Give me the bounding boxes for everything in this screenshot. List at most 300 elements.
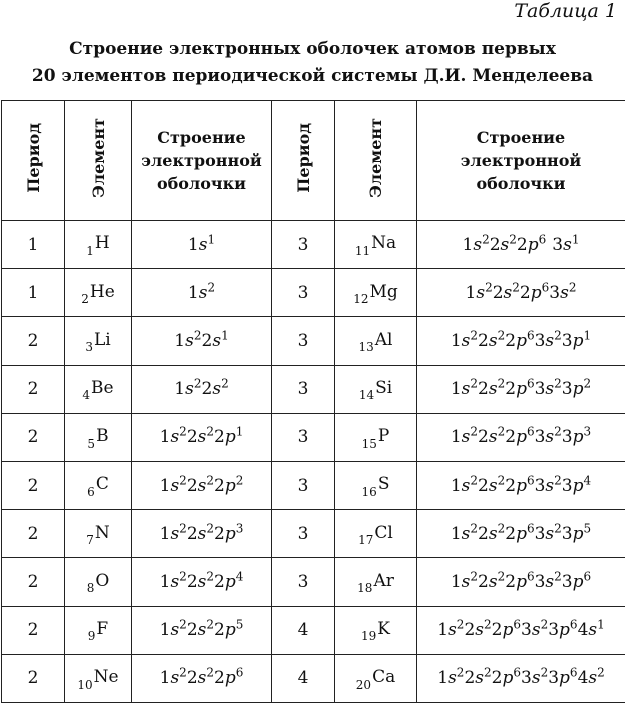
shell-number: 4 bbox=[577, 620, 589, 641]
period-cell: 2 bbox=[2, 461, 65, 509]
element-symbol bbox=[87, 474, 109, 499]
electron-count: 2 bbox=[497, 328, 506, 343]
electron-count: 2 bbox=[235, 472, 244, 487]
table-row bbox=[2, 413, 625, 461]
orbital-letter: p bbox=[224, 620, 236, 641]
element-symbol bbox=[86, 570, 110, 596]
symbol-text: B bbox=[96, 426, 109, 447]
electron-count: 2 bbox=[456, 617, 465, 632]
shell-number: 3 bbox=[534, 379, 546, 400]
electron-count: 4 bbox=[235, 569, 244, 584]
table-row bbox=[2, 365, 625, 413]
atomic-number: 8 bbox=[86, 581, 95, 596]
electron-count: 2 bbox=[482, 231, 490, 246]
atomic-number: 19 bbox=[361, 629, 377, 644]
shell-number: 2 bbox=[214, 620, 225, 641]
table-row bbox=[2, 461, 625, 509]
shell-number: 1 bbox=[174, 379, 186, 400]
element-symbol bbox=[355, 667, 396, 692]
atomic-number: 9 bbox=[87, 629, 96, 644]
electron-count: 1 bbox=[571, 231, 580, 246]
orbital-letter: p bbox=[224, 571, 236, 592]
atomic-number: 18 bbox=[357, 581, 373, 596]
shell-number: 2 bbox=[186, 571, 198, 592]
config-cell bbox=[417, 558, 625, 606]
config-cell bbox=[132, 558, 272, 606]
electron-count: 2 bbox=[554, 521, 562, 536]
config-cell bbox=[132, 317, 272, 365]
config-cell bbox=[132, 269, 272, 317]
shell-number: 3 bbox=[534, 330, 546, 351]
electron-count: 2 bbox=[512, 280, 520, 295]
shell-number: 1 bbox=[450, 523, 462, 544]
orbital-letter: s bbox=[448, 668, 457, 689]
element-cell bbox=[335, 269, 417, 317]
shell-number: 1 bbox=[450, 379, 462, 400]
electron-count: 2 bbox=[179, 665, 187, 680]
electron-count: 2 bbox=[554, 328, 562, 343]
orbital-letter: s bbox=[197, 427, 207, 448]
orbital-letter: s bbox=[545, 427, 555, 448]
electron-count: 2 bbox=[554, 424, 562, 439]
shell-number: 1 bbox=[450, 475, 462, 496]
electron-count: 1 bbox=[221, 328, 229, 343]
element-symbol bbox=[358, 522, 393, 547]
shell-number: 2 bbox=[214, 668, 225, 689]
table-caption: Таблица 1 bbox=[514, 0, 617, 22]
orbital-letter: s bbox=[197, 620, 207, 641]
shell-number: 3 bbox=[552, 234, 564, 255]
electron-count: 2 bbox=[179, 617, 187, 632]
element-symbol bbox=[81, 281, 115, 306]
electron-count: 6 bbox=[526, 521, 535, 536]
electron-count: 2 bbox=[470, 376, 479, 391]
orbital-letter: s bbox=[198, 234, 208, 255]
electron-count: 2 bbox=[179, 472, 187, 487]
shell-number: 2 bbox=[201, 379, 213, 400]
element-cell bbox=[65, 606, 132, 654]
electron-count: 2 bbox=[470, 472, 479, 487]
header-element-right: Элемент bbox=[335, 101, 417, 221]
element-cell bbox=[335, 558, 417, 606]
symbol-text: Li bbox=[93, 329, 111, 350]
element-cell bbox=[335, 510, 417, 558]
symbol-text: Cl bbox=[374, 522, 393, 543]
shell-number: 2 bbox=[186, 475, 198, 496]
electron-count: 2 bbox=[509, 231, 517, 246]
electron-count: 2 bbox=[497, 472, 506, 487]
electron-count: 2 bbox=[540, 665, 549, 680]
shell-number: 4 bbox=[577, 668, 589, 689]
electron-count: 2 bbox=[179, 424, 187, 439]
element-cell bbox=[65, 413, 132, 461]
electron-count: 6 bbox=[526, 376, 535, 391]
orbital-letter: p bbox=[527, 234, 539, 255]
electron-count: 2 bbox=[497, 569, 506, 584]
element-cell bbox=[335, 606, 417, 654]
symbol-text: Ne bbox=[93, 667, 119, 688]
element-symbol bbox=[361, 426, 390, 451]
config-cell bbox=[132, 221, 272, 269]
electron-count: 6 bbox=[569, 665, 578, 680]
symbol-text: Be bbox=[91, 377, 114, 398]
atomic-number: 7 bbox=[86, 532, 94, 547]
orbital-letter: s bbox=[560, 282, 569, 303]
atomic-number: 15 bbox=[361, 436, 377, 451]
header-period-right: Период bbox=[272, 101, 335, 221]
table-row bbox=[2, 558, 625, 606]
electron-count: 6 bbox=[526, 569, 535, 584]
orbital-letter: s bbox=[461, 523, 471, 544]
orbital-letter: s bbox=[545, 571, 555, 592]
shell-number: 2 bbox=[505, 427, 517, 448]
shell-number: 2 bbox=[492, 282, 504, 303]
period-cell: 3 bbox=[272, 461, 335, 509]
period-cell: 2 bbox=[2, 654, 65, 702]
atomic-number: 20 bbox=[355, 677, 372, 692]
element-symbol bbox=[86, 233, 110, 258]
orbital-letter: p bbox=[516, 330, 527, 351]
orbital-letter: s bbox=[197, 475, 207, 496]
shell-number: 1 bbox=[187, 234, 199, 255]
atomic-number: 1 bbox=[86, 243, 94, 258]
element-cell bbox=[65, 461, 132, 509]
shell-number: 2 bbox=[505, 379, 517, 400]
period-cell: 3 bbox=[272, 413, 335, 461]
period-cell: 4 bbox=[272, 654, 335, 702]
electron-count: 2 bbox=[470, 424, 479, 439]
header-row bbox=[2, 101, 625, 221]
orbital-letter: s bbox=[488, 427, 498, 448]
symbol-text: He bbox=[89, 281, 115, 302]
electron-count: 2 bbox=[206, 424, 215, 439]
element-symbol bbox=[354, 233, 397, 258]
shell-number: 1 bbox=[437, 620, 449, 641]
shell-number: 2 bbox=[214, 523, 225, 544]
orbital-letter: s bbox=[545, 523, 555, 544]
shell-number: 2 bbox=[505, 523, 517, 544]
element-cell bbox=[65, 654, 132, 702]
header-element-left: Элемент bbox=[65, 101, 132, 221]
shell-number: 1 bbox=[159, 668, 171, 689]
config-cell bbox=[132, 365, 272, 413]
electron-count: 2 bbox=[554, 376, 562, 391]
orbital-letter: s bbox=[531, 668, 541, 689]
symbol-text: Si bbox=[375, 377, 393, 398]
orbital-letter: s bbox=[170, 427, 180, 448]
config-cell bbox=[132, 654, 272, 702]
shell-number: 2 bbox=[464, 668, 476, 689]
electron-count: 1 bbox=[597, 617, 605, 632]
electron-count: 6 bbox=[235, 665, 244, 680]
orbital-letter: p bbox=[572, 330, 584, 351]
atomic-number: 14 bbox=[358, 388, 375, 403]
orbital-letter: s bbox=[545, 475, 555, 496]
electron-count: 2 bbox=[206, 521, 215, 536]
table-row bbox=[2, 654, 625, 702]
electron-count: 6 bbox=[583, 569, 592, 584]
table-row bbox=[2, 317, 625, 365]
electron-count: 2 bbox=[484, 665, 492, 680]
orbital-letter: p bbox=[224, 475, 236, 496]
shell-number: 1 bbox=[450, 427, 462, 448]
atomic-number: 11 bbox=[354, 243, 371, 258]
electron-count: 3 bbox=[583, 424, 592, 439]
shell-number: 2 bbox=[489, 234, 501, 255]
shell-number: 2 bbox=[186, 523, 198, 544]
orbital-letter: s bbox=[545, 330, 555, 351]
element-symbol bbox=[361, 618, 390, 644]
orbital-letter: s bbox=[185, 379, 194, 400]
electron-count: 6 bbox=[569, 617, 578, 632]
electron-count: 6 bbox=[541, 280, 550, 295]
orbital-letter: p bbox=[516, 379, 527, 400]
electron-count: 6 bbox=[526, 424, 535, 439]
config-cell bbox=[132, 510, 272, 558]
element-cell bbox=[335, 221, 417, 269]
element-symbol bbox=[86, 522, 110, 547]
electron-count: 4 bbox=[583, 472, 592, 487]
electron-count: 2 bbox=[193, 376, 202, 391]
symbol-text: K bbox=[377, 618, 390, 639]
orbital-letter: s bbox=[461, 571, 471, 592]
shell-number: 1 bbox=[159, 475, 171, 496]
element-cell bbox=[65, 558, 132, 606]
orbital-letter: s bbox=[197, 523, 207, 544]
orbital-letter: s bbox=[476, 282, 486, 303]
table-row bbox=[2, 606, 625, 654]
config-cell bbox=[417, 317, 625, 365]
orbital-letter: s bbox=[475, 668, 484, 689]
shell-number: 2 bbox=[505, 330, 517, 351]
shell-number: 2 bbox=[186, 668, 198, 689]
electron-count: 2 bbox=[207, 280, 216, 295]
element-symbol bbox=[358, 377, 393, 403]
shell-number: 2 bbox=[491, 620, 503, 641]
orbital-letter: s bbox=[170, 668, 180, 689]
orbital-letter: s bbox=[588, 668, 598, 689]
electron-count: 2 bbox=[540, 617, 549, 632]
shell-number: 1 bbox=[159, 620, 171, 641]
element-symbol bbox=[353, 281, 398, 306]
electron-count: 2 bbox=[470, 569, 479, 584]
atomic-number: 13 bbox=[358, 340, 374, 355]
orbital-letter: s bbox=[198, 282, 208, 303]
period-cell: 2 bbox=[2, 606, 65, 654]
period-cell: 3 bbox=[272, 365, 335, 413]
element-symbol bbox=[87, 618, 109, 644]
shell-number: 3 bbox=[561, 571, 573, 592]
atomic-number: 3 bbox=[85, 340, 93, 355]
electron-count: 6 bbox=[513, 665, 521, 680]
header-config-right: Строение электронной оболочки bbox=[417, 101, 625, 221]
orbital-letter: p bbox=[516, 427, 527, 448]
shell-number: 2 bbox=[214, 571, 225, 592]
electron-count: 5 bbox=[235, 617, 244, 632]
shell-number: 1 bbox=[159, 523, 171, 544]
shell-number: 3 bbox=[561, 379, 573, 400]
symbol-text: H bbox=[94, 233, 110, 254]
shell-number: 1 bbox=[450, 571, 462, 592]
period-cell: 2 bbox=[2, 365, 65, 413]
orbital-letter: p bbox=[559, 668, 570, 689]
electron-count: 2 bbox=[485, 280, 493, 295]
symbol-text: P bbox=[377, 426, 390, 447]
atomic-number: 2 bbox=[81, 291, 89, 306]
electron-count: 2 bbox=[583, 376, 592, 391]
shell-number: 3 bbox=[534, 427, 546, 448]
orbital-letter: s bbox=[500, 234, 510, 255]
shell-number: 2 bbox=[186, 620, 198, 641]
electron-count: 2 bbox=[497, 424, 506, 439]
electron-count: 2 bbox=[206, 617, 215, 632]
shell-number: 2 bbox=[519, 282, 531, 303]
orbital-letter: p bbox=[572, 475, 584, 496]
orbital-letter: p bbox=[572, 427, 584, 448]
symbol-text: Mg bbox=[369, 281, 398, 302]
element-symbol bbox=[85, 329, 111, 355]
electron-count: 1 bbox=[207, 231, 216, 246]
orbital-letter: p bbox=[572, 571, 584, 592]
electron-count: 2 bbox=[221, 376, 229, 391]
config-cell bbox=[132, 461, 272, 509]
electron-count: 2 bbox=[470, 521, 479, 536]
orbital-letter: p bbox=[516, 571, 527, 592]
period-cell: 4 bbox=[272, 606, 335, 654]
config-cell bbox=[132, 413, 272, 461]
symbol-text: Ar bbox=[373, 570, 394, 591]
orbital-letter: s bbox=[197, 571, 207, 592]
orbital-letter: s bbox=[212, 379, 222, 400]
shell-number: 3 bbox=[561, 427, 573, 448]
shell-number: 2 bbox=[491, 668, 503, 689]
table-title bbox=[0, 36, 625, 90]
period-cell: 3 bbox=[272, 317, 335, 365]
element-symbol bbox=[361, 474, 390, 499]
electron-count: 6 bbox=[538, 231, 547, 246]
orbital-letter: s bbox=[488, 475, 498, 496]
config-cell bbox=[132, 606, 272, 654]
electron-count: 6 bbox=[513, 617, 521, 632]
orbital-letter: s bbox=[170, 475, 180, 496]
electron-count: 2 bbox=[179, 569, 187, 584]
element-cell bbox=[335, 317, 417, 365]
orbital-letter: s bbox=[488, 523, 498, 544]
orbital-letter: s bbox=[545, 379, 555, 400]
shell-number: 2 bbox=[201, 330, 213, 351]
orbital-letter: s bbox=[503, 282, 513, 303]
title-line-2: 20 элементов периодической системы Д.И. Менделеева bbox=[31, 66, 594, 86]
symbol-text: S bbox=[377, 474, 390, 495]
orbital-letter: p bbox=[530, 282, 542, 303]
atomic-number: 17 bbox=[358, 532, 374, 547]
electron-count: 1 bbox=[235, 424, 244, 439]
orbital-letter: s bbox=[475, 620, 484, 641]
shell-number: 2 bbox=[478, 330, 489, 351]
atomic-number: 12 bbox=[353, 291, 369, 306]
element-cell bbox=[65, 269, 132, 317]
period-cell: 2 bbox=[2, 558, 65, 606]
shell-number: 2 bbox=[516, 234, 528, 255]
shell-number: 2 bbox=[478, 523, 489, 544]
shell-number: 2 bbox=[478, 427, 489, 448]
orbital-letter: s bbox=[488, 379, 498, 400]
header-period-left: Период bbox=[2, 101, 65, 221]
element-symbol bbox=[82, 377, 114, 403]
electron-count: 2 bbox=[206, 569, 215, 584]
period-cell: 1 bbox=[2, 221, 65, 269]
period-cell: 2 bbox=[2, 317, 65, 365]
shell-number: 2 bbox=[478, 571, 489, 592]
shell-number: 1 bbox=[437, 668, 449, 689]
orbital-letter: s bbox=[461, 330, 471, 351]
period-cell: 3 bbox=[272, 221, 335, 269]
header-config-left: Строение электронной оболочки bbox=[132, 101, 272, 221]
shell-number: 3 bbox=[561, 330, 573, 351]
orbital-letter: p bbox=[516, 523, 527, 544]
electron-count: 2 bbox=[568, 280, 577, 295]
orbital-letter: s bbox=[531, 620, 541, 641]
orbital-letter: s bbox=[461, 475, 471, 496]
shell-number: 2 bbox=[464, 620, 476, 641]
shell-number: 2 bbox=[186, 427, 198, 448]
atomic-number: 4 bbox=[82, 388, 91, 403]
electron-count: 2 bbox=[597, 665, 605, 680]
orbital-letter: p bbox=[516, 475, 527, 496]
element-cell bbox=[65, 221, 132, 269]
electron-count: 2 bbox=[470, 328, 479, 343]
electron-count: 2 bbox=[456, 665, 465, 680]
table-row bbox=[2, 221, 625, 269]
orbital-letter: p bbox=[572, 379, 584, 400]
shell-number: 3 bbox=[561, 523, 573, 544]
symbol-text: Na bbox=[371, 233, 397, 254]
electron-config-table bbox=[1, 100, 625, 703]
shell-number: 1 bbox=[159, 427, 171, 448]
orbital-letter: p bbox=[224, 427, 236, 448]
electron-count: 3 bbox=[235, 521, 244, 536]
element-symbol bbox=[77, 667, 119, 692]
orbital-letter: s bbox=[488, 330, 498, 351]
config-cell bbox=[417, 365, 625, 413]
orbital-letter: s bbox=[461, 427, 471, 448]
orbital-letter: p bbox=[224, 668, 236, 689]
element-symbol bbox=[357, 570, 394, 596]
table-row bbox=[2, 269, 625, 317]
shell-number: 2 bbox=[214, 427, 225, 448]
period-cell: 3 bbox=[272, 510, 335, 558]
shell-number: 3 bbox=[548, 668, 560, 689]
orbital-letter: s bbox=[170, 620, 180, 641]
config-cell bbox=[417, 413, 625, 461]
electron-count: 5 bbox=[583, 521, 592, 536]
shell-number: 1 bbox=[159, 571, 171, 592]
period-cell: 3 bbox=[272, 269, 335, 317]
electron-count: 2 bbox=[497, 376, 506, 391]
electron-count: 2 bbox=[193, 328, 202, 343]
orbital-letter: s bbox=[488, 571, 498, 592]
shell-number: 2 bbox=[478, 475, 489, 496]
electron-count: 2 bbox=[554, 569, 562, 584]
shell-number: 1 bbox=[462, 234, 474, 255]
title-line-1: Строение электронных оболочек атомов первых bbox=[69, 39, 556, 59]
shell-number: 1 bbox=[187, 282, 199, 303]
electron-count: 2 bbox=[206, 665, 215, 680]
period-cell: 2 bbox=[2, 510, 65, 558]
symbol-text: O bbox=[95, 570, 110, 591]
orbital-letter: s bbox=[588, 620, 598, 641]
atomic-number: 5 bbox=[87, 436, 96, 451]
